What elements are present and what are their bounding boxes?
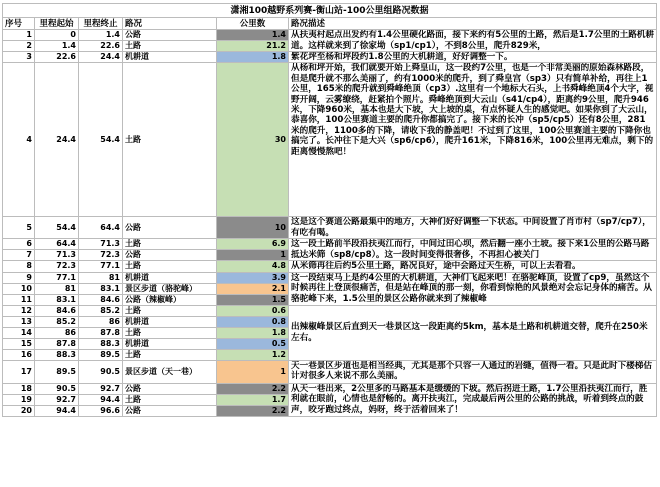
table-row: [3, 239, 657, 250]
row-no: 11: [3, 294, 35, 305]
row-start: 72.3: [35, 261, 79, 272]
row-no: 7: [3, 250, 35, 261]
row-km: 1.8: [217, 52, 289, 63]
row-type: 土路: [123, 305, 217, 316]
row-type: 机耕道: [123, 52, 217, 63]
row-type: 土路: [123, 261, 217, 272]
row-km: 2.1: [217, 283, 289, 294]
table-row: [3, 272, 657, 283]
row-km: 0.5: [217, 338, 289, 349]
row-start: 81: [35, 283, 79, 294]
row-end: 90.5: [79, 360, 123, 383]
row-no: 6: [3, 239, 35, 250]
row-start: 71.3: [35, 250, 79, 261]
row-start: 92.7: [35, 394, 79, 405]
row-start: 1.4: [35, 41, 79, 52]
row-no: 10: [3, 283, 35, 294]
header-no: 序号: [3, 18, 35, 30]
row-desc: 这一段结束马上是约4公里的大机耕道，大神们飞起来吧！在骆驼峰顶，设置了cp9，虽然这个时候再往上登顶很痛苦，但是站在峰顶的那一刻，你看到惊艳的风景绝对会忘记身体的痛苦。从骆驼峰下来，1.5公里的景区公路你就来到了辣椒峰: [289, 272, 657, 305]
row-start: 90.5: [35, 383, 79, 394]
row-start: 64.4: [35, 239, 79, 250]
row-desc: 天一巷景区步道也是相当经典，尤其是那个只容一人通过的岩缝，值得一看。只是此时下楼梯估计对很多人来说不那么美丽。: [289, 360, 657, 383]
row-no: 4: [3, 63, 35, 217]
row-km: 1: [217, 250, 289, 261]
row-no: 20: [3, 405, 35, 416]
row-type: 景区步道（天一巷）: [123, 360, 217, 383]
row-end: 84.6: [79, 294, 123, 305]
row-km: 0.6: [217, 305, 289, 316]
row-no: 17: [3, 360, 35, 383]
table-row: [3, 63, 657, 217]
row-start: 86: [35, 327, 79, 338]
row-start: 22.6: [35, 52, 79, 63]
row-type: 公路: [123, 217, 217, 239]
row-end: 85.2: [79, 305, 123, 316]
header-start: 里程起始: [35, 18, 79, 30]
row-end: 64.4: [79, 217, 123, 239]
header-km: 公里数: [217, 18, 289, 30]
row-start: 87.8: [35, 338, 79, 349]
row-end: 89.5: [79, 349, 123, 360]
row-end: 83.1: [79, 283, 123, 294]
row-type: 公路: [123, 405, 217, 416]
row-start: 84.6: [35, 305, 79, 316]
row-km: 2.2: [217, 405, 289, 416]
table-row: [3, 305, 657, 316]
row-start: 88.3: [35, 349, 79, 360]
row-desc: 从米筛再往后约5公里土路，路况良好，途中会路过天生桥，可以上去看看。: [289, 261, 657, 272]
row-type: 机耕道: [123, 272, 217, 283]
table-title: 潇湘100越野系列赛-衡山站-100公里组路况数据: [3, 4, 657, 18]
row-no: 8: [3, 261, 35, 272]
row-start: 24.4: [35, 63, 79, 217]
row-desc: 这是这个赛道公路最集中的地方，大神们好好调整一下状态。中间设置了肖市村（sp7/cp7），有吃有喝。: [289, 217, 657, 239]
row-end: 24.4: [79, 52, 123, 63]
row-end: 54.4: [79, 63, 123, 217]
row-start: 54.4: [35, 217, 79, 239]
row-end: 77.1: [79, 261, 123, 272]
row-type: 土路: [123, 239, 217, 250]
row-no: 3: [3, 52, 35, 63]
row-desc: 紫花坪至杨和坪段约1.8公里的大机耕道，好好调整一下。: [289, 52, 657, 63]
row-end: 92.7: [79, 383, 123, 394]
table-row: [3, 261, 657, 272]
row-no: 12: [3, 305, 35, 316]
row-end: 72.3: [79, 250, 123, 261]
row-type: 土路: [123, 327, 217, 338]
row-km: 1.4: [217, 30, 289, 41]
row-no: 1: [3, 30, 35, 41]
row-no: 9: [3, 272, 35, 283]
row-end: 71.3: [79, 239, 123, 250]
row-type: 土路: [123, 394, 217, 405]
row-end: 96.6: [79, 405, 123, 416]
row-km: 6.9: [217, 239, 289, 250]
row-end: 88.3: [79, 338, 123, 349]
row-end: 1.4: [79, 30, 123, 41]
row-desc: 从扶夷村起点出发约有1.4公里硬化路面，接下来约有5公里的土路，然后是1.7公里的土路机耕道。这样就来到了徐家坳（sp1/cp1），不到8公里，爬升829米，: [289, 30, 657, 52]
row-km: 0.8: [217, 316, 289, 327]
row-type: 土路: [123, 63, 217, 217]
header-desc: 路况描述: [289, 18, 657, 30]
row-no: 5: [3, 217, 35, 239]
row-no: 18: [3, 383, 35, 394]
row-no: 2: [3, 41, 35, 52]
row-start: 83.1: [35, 294, 79, 305]
row-km: 1.8: [217, 327, 289, 338]
row-km: 3.9: [217, 272, 289, 283]
row-end: 81: [79, 272, 123, 283]
row-end: 22.6: [79, 41, 123, 52]
row-type: 景区步道（骆驼峰）: [123, 283, 217, 294]
row-start: 0: [35, 30, 79, 41]
row-type: 公路: [123, 250, 217, 261]
row-type: 土路: [123, 41, 217, 52]
row-start: 94.4: [35, 405, 79, 416]
row-km: 30: [217, 63, 289, 217]
row-start: 85.2: [35, 316, 79, 327]
row-type: 公路: [123, 383, 217, 394]
header-end: 里程终止: [79, 18, 123, 30]
row-desc: 出辣椒峰景区后直到天一巷景区这一段距离约5km，基本是土路和机耕道交替，爬升在250米左右。: [289, 305, 657, 360]
table-row: [3, 217, 657, 239]
table-row: [3, 30, 657, 41]
row-km: 1.5: [217, 294, 289, 305]
row-desc: 从天一巷出来，2公里多的马路基本是缓缓的下坡。然后拐进土路，1.7公里沿扶夷江而行，胜利就在眼前，心情也是舒畅的。离开扶夷江，完成最后两公里的公路的挑战，听着到终点的鼓声，咬牙跑过终点，妈呀，终于活着回来了！: [289, 383, 657, 416]
row-km: 1.7: [217, 394, 289, 405]
header-type: 路况: [123, 18, 217, 30]
row-km: 4.8: [217, 261, 289, 272]
row-no: 16: [3, 349, 35, 360]
row-km: 10: [217, 217, 289, 239]
row-km: 2.2: [217, 383, 289, 394]
row-start: 89.5: [35, 360, 79, 383]
table-row: [3, 52, 657, 63]
row-desc: 从杨和坪开始，我们就要开始上舜皇山，这一段约7公里，也是一个非常美丽的原始森林路段，但是爬升就不那么美丽了，约有1000米的爬升，到了舜皇宫（sp3）只有简单补给，再往上1公里，165米的爬升就到舜峰绝顶（cp3）.这里有一个地标大石头，上书舜峰绝顶4个大字，视野开阔，云雾缭绕，赶紧拍个照片。舜峰绝顶到大云山（s41/cp4），距离约9公里，爬升946米，下降960米，基本也是大下坡，大上坡的桌，有点怀疑人生的感觉吧。如果你到了大云山，恭喜你，100公里赛道主要的爬升你都搞完了。接下来的长冲（sp5/cp5）还有8公里，281米的爬升，1100多的下降，请收下我的静盖吧！不过到了这里，100公里赛道主要的下降你也搞完了。长冲往下是大兴（sp6/cp6），爬升161米，下降816米，100公里再无难点，剩下的距离慢慢熬吧！: [289, 63, 657, 217]
row-type: 机耕道: [123, 338, 217, 349]
row-type: 公路（辣椒峰）: [123, 294, 217, 305]
row-km: 1: [217, 360, 289, 383]
row-type: 机耕道: [123, 316, 217, 327]
route-table: [2, 3, 657, 417]
row-no: 14: [3, 327, 35, 338]
row-desc: 这一段土路前半段沿扶夷江而行，中间过田心坝，然后翻一座小土坡。接下来1公里的公路马路抵达米筛（sp8/cp8）。这一段时间变得很奢侈，不再担心被关门: [289, 239, 657, 261]
table-row: [3, 383, 657, 394]
row-end: 87.8: [79, 327, 123, 338]
row-end: 86: [79, 316, 123, 327]
table-row: [3, 360, 657, 383]
row-no: 15: [3, 338, 35, 349]
row-km: 21.2: [217, 41, 289, 52]
row-no: 13: [3, 316, 35, 327]
row-type: 公路: [123, 30, 217, 41]
row-type: 土路: [123, 349, 217, 360]
row-start: 77.1: [35, 272, 79, 283]
row-no: 19: [3, 394, 35, 405]
row-km: 1.2: [217, 349, 289, 360]
row-end: 94.4: [79, 394, 123, 405]
